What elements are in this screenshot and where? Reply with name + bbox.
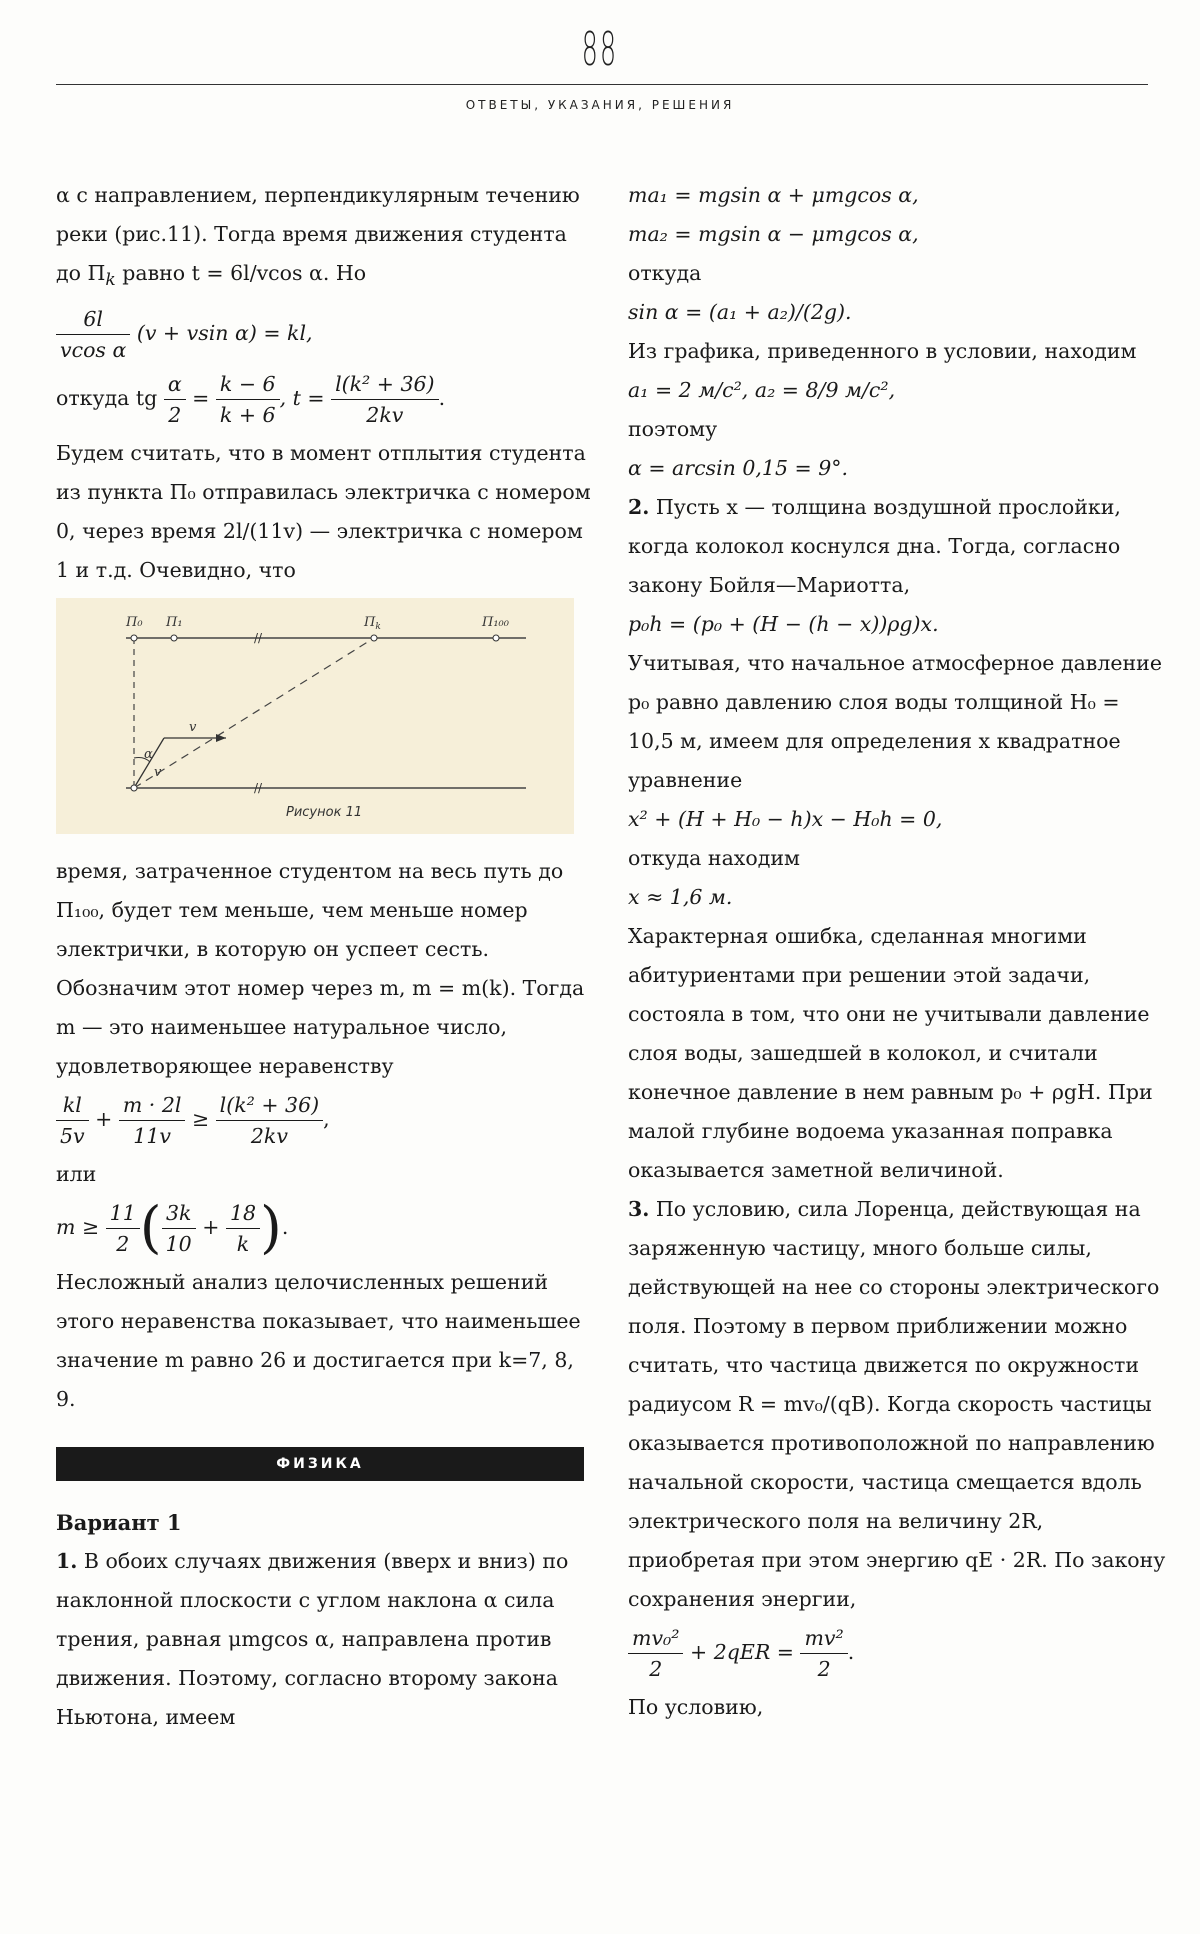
numerator: 6l [56,304,130,335]
fraction [226,1198,260,1259]
paragraph: Характерная ошибка, сделанная многими абитуриентами при решении этой задачи, состояла в том, что они не учитывали давление слоя воды, зашедшей в колокол, и считали конечное давление в нем равным p₀ + ρgH. При малой глубине водоема указанная поправка оказывается заметной величиной. [628,924,1153,1182]
numerator: l(k² + 36) [216,1090,324,1121]
fraction [216,369,280,430]
fraction [216,1090,324,1151]
paren: ( [139,1195,162,1261]
label-p100: П₁₀₀ [482,615,509,631]
paragraph: Несложный анализ целочисленных решений этого неравенства показывает, что наименьшее значение m равно 26 и достигается при k=7, 8, 9. [56,1270,581,1412]
paragraph [628,488,1168,605]
text: + 2qER = [690,1640,794,1664]
break-mark: // [254,631,263,646]
text: , t = [279,386,325,411]
text: Пусть x — толщина воздушной прослойки, когда колокол коснулся дна. Тогда, согласно закону Бойля—Мариотта, [628,495,1121,597]
label-v1: v [189,720,197,736]
paragraph: время, затраченное студентом на весь путь до П₁₀₀, будет тем меньше, чем меньше номер электрички, в которую он успеет сесть. Обозначим этот номер через m, m = m(k). Тогда m — это наименьшее натуральное число, удовлетворяющее неравенству [56,859,585,1079]
variant-heading: Вариант 1 [56,1510,182,1536]
left-column [56,176,596,1737]
label-p1: П₁ [166,615,183,631]
problem-number: 3. [628,1197,650,1221]
label-pk-main: П [364,615,376,631]
equation: a₁ = 2 м/с², a₂ = 8/9 м/с², [628,378,896,402]
break-mark: // [254,781,263,796]
equation: ma₂ = mgsin α − μmgcos α, [628,222,919,246]
text: равно t = 6l/vcos α. Но [115,261,367,285]
text: откуда [628,261,702,285]
right-column [628,176,1168,1727]
equation [56,304,596,365]
paren: ) [260,1195,282,1261]
fraction [162,1198,196,1259]
fraction [56,1090,89,1151]
numerator: k − 6 [216,369,280,400]
equation: откуда tg $\frac{\alpha}{2}$ = $\frac{k - 6}{k + 6}$ , t = $\frac{\text{l(k² + 36)}}{2kv}$ . [56,369,596,430]
equation: α = arcsin 0,15 = 9°. [628,456,849,480]
label-pk-sub: k [375,622,381,633]
running-head: ОТВЕТЫ, УКАЗАНИЯ, РЕШЕНИЯ [465,98,735,112]
paragraph: Будем считать, что в момент отплытия студента из пункта П₀ отправилась электричка с номером 0, через время 2l/(11v) — электричка с номером 1 и т.д. Очевидно, что [56,441,591,583]
equation-rest: (v + vsin α) = kl, [136,321,313,346]
paragraph [56,1542,596,1737]
problem-number: 2. [628,495,650,519]
arrowhead [216,734,226,742]
fraction [164,369,186,430]
label-p0: П₀ [126,615,143,631]
paragraph [56,176,596,300]
denominator: 10 [165,1232,192,1257]
denominator: 2 [168,403,182,428]
denominator: 2kv [250,1124,288,1149]
paragraph: Учитывая, что начальное атмосферное давление p₀ равно давлению слоя воды толщиной H₀ = 10,5 м, имеем для определения x квадратное уравнение [628,651,1162,792]
equation: x ≈ 1,6 м. [628,885,733,909]
text: поэтому [628,417,718,441]
label-v2: v [154,765,162,781]
denominator: 5v [60,1124,85,1149]
point-start [131,785,137,791]
fraction [800,1623,847,1684]
subscript: k [105,270,116,291]
numerator: α [164,369,186,400]
point-pk [371,635,377,641]
text: По условию, сила Лоренца, действующая на заряженную частицу, много больше силы, действующей на нее со стороны электрического поля. Поэтому в первом приближении можно считать, что частица движется по окружности радиусом R = mv₀/(qB). Когда скорость частицы оказывается противоположной по направлению начальной скорости, частица смещается вдоль электрического поля на величину 2R, приобретая при этом энергию qE · 2R. По закону сохранения энергии, [628,1197,1166,1611]
equation: ma₁ = mgsin α + μmgcos α, [628,183,919,207]
fraction [119,1090,186,1151]
problem-number: 1. [56,1549,78,1574]
point-p100 [493,635,499,641]
figure-11 [56,598,574,834]
path-line [134,638,374,788]
denominator: vcos α [60,338,127,363]
equation: $\frac{\text{mv₀²}}{2}$ + 2qER = $\frac{\text{mv²}}{2}$ . [628,1623,1168,1684]
page-number: 88 [581,22,619,76]
denominator: 2kv [366,403,404,428]
denominator: 2 [817,1657,831,1681]
paragraph [628,1190,1168,1619]
fraction [331,369,439,430]
equation: sin α = (a₁ + a₂)/(2g). [628,300,852,324]
paragraph: По условию, [628,1695,764,1719]
point-p1 [171,635,177,641]
text: откуда находим [628,846,800,870]
inequality: $\frac{kl}{5v}$ + $\frac{m \cdot 2l}{11v}$ ≥ $\frac{\text{l(k² + 36)}}{2kv}$ , [56,1090,596,1151]
text: m ≥ [56,1215,100,1240]
section-heading: ФИЗИКА [56,1447,584,1481]
text: В обоих случаях движения (вверх и вниз) по наклонной плоскости с углом наклона α сила трения, равная μmgcos α, направлена против движения. Поэтому, согласно второму закона Ньютона, имеем [56,1549,569,1730]
numerator: 11 [106,1198,140,1229]
word-or: или [56,1162,97,1187]
fraction [56,304,130,365]
header-rule [56,84,1148,85]
numerator: mv² [800,1623,847,1654]
denominator: k [236,1232,250,1257]
denominator: 2 [116,1232,130,1257]
label-alpha: α [144,747,153,763]
figure-caption: Рисунок 11 [286,805,363,821]
equation: p₀h = (p₀ + (H − (h − x))ρg)x. [628,612,939,636]
numerator: mv₀² [628,1623,683,1654]
numerator: m · 2l [119,1090,186,1121]
numerator: l(k² + 36) [331,369,439,400]
fraction [628,1623,683,1684]
denominator: k + 6 [219,403,276,428]
numerator: kl [56,1090,89,1121]
fraction [106,1198,140,1259]
inequality: m ≥ $\frac{11}{2}$ ( $\frac{3k}{10}$ + $\frac{18}{k}$ ). [56,1195,289,1261]
numerator: 18 [226,1198,260,1229]
velocity-vector-v [134,738,164,788]
figure-diagram [56,598,574,834]
point-p0 [131,635,137,641]
text: откуда tg [56,386,158,411]
denominator: 2 [649,1657,663,1681]
label-pk [363,615,381,632]
denominator: 11v [133,1124,171,1149]
text: α с направлением, перпендикулярным течению реки (рис.11). Тогда время движения студента до П [56,183,580,285]
numerator: 3k [162,1198,196,1229]
paragraph: Из графика, приведенного в условии, находим [628,339,1137,363]
equation: x² + (H + H₀ − h)x − H₀h = 0, [628,807,943,831]
